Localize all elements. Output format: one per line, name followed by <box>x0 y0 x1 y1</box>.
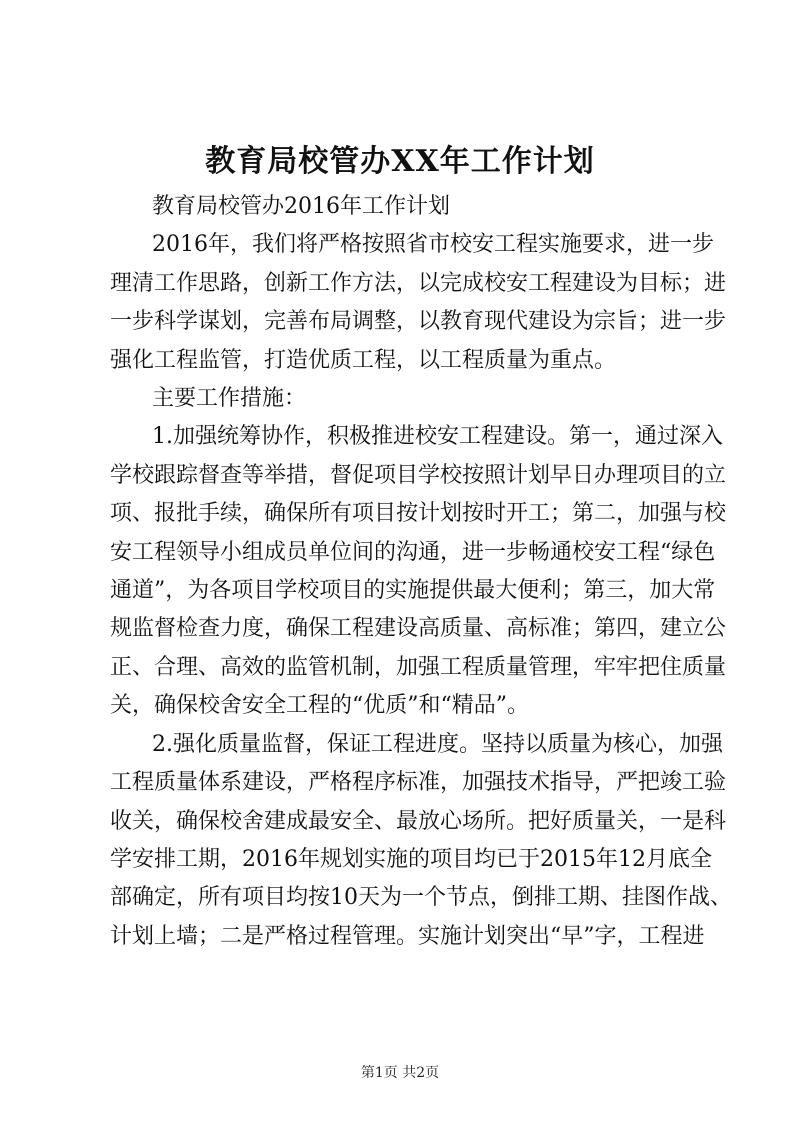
paragraph-line: 2.强化质量监督，保证工程进度。坚持以质量为核心，加强 <box>152 731 723 757</box>
paragraph <box>110 380 710 418</box>
paragraph-line: 一步科学谋划，完善布局调整，以教育现代建设为宗旨；进一步 <box>110 309 727 335</box>
paragraph-line: 项、报批手续，确保所有项目按计划按时开工；第二，加强与校 <box>110 501 727 527</box>
paragraph-line: 学安排工期，2016年规划实施的项目均已于2015年12月底全 <box>110 846 712 872</box>
paragraph-line: 教育局校管办2016年工作计划 <box>152 194 450 219</box>
document-title: 教育局校管办XX年工作计划 <box>205 144 595 179</box>
paragraph-line: 正、合理、高效的监管机制，加强工程质量管理，牢牢把住质量 <box>110 654 727 680</box>
paragraph-line: 关，确保校舍安全工程的“优质”和“精品”。 <box>110 693 529 719</box>
paragraph-line: 工程质量体系建设，严格程序标准，加强技术指导，严把竣工验 <box>110 770 727 796</box>
paragraph-line: 安工程领导小组成员单位间的沟通，进一步畅通校安工程“绿色 <box>110 539 716 565</box>
paragraph-line: 强化工程监管，打造优质工程，以工程质量为重点。 <box>110 347 617 373</box>
paragraph <box>110 726 732 956</box>
paragraph-line: 学校跟踪督查等举措，督促项目学校按照计划早日办理项目的立 <box>110 462 727 488</box>
paragraph-line: 部确定，所有项目均按10天为一个节点，倒排工期、挂图作战、 <box>110 885 732 911</box>
paragraph-line: 收关，确保校舍建成最安全、最放心场所。把好质量关，一是科 <box>110 808 727 834</box>
paragraph-line: 主要工作措施： <box>152 386 307 412</box>
page-footer: 第1页 共2页 <box>360 1065 440 1081</box>
document-body <box>110 188 732 956</box>
paragraph-line: 通道”，为各项目学校项目的实施提供最大便利；第三，加大常 <box>110 578 716 604</box>
paragraph-line: 规监督检查力度，确保工程建设高质量、高标准；第四，建立公 <box>110 616 727 642</box>
paragraph <box>110 226 727 380</box>
paragraph-line: 计划上墙；二是严格过程管理。实施计划突出“早”字，工程进 <box>110 923 705 949</box>
paragraph-line: 2016年，我们将严格按照省市校安工程实施要求，进一步 <box>152 232 714 258</box>
paragraph <box>110 188 710 226</box>
paragraph-line: 理清工作思路，创新工作方法，以完成校安工程建设为目标；进 <box>110 270 727 296</box>
paragraph <box>110 418 727 725</box>
paragraph-line: 1.加强统筹协作，积极推进校安工程建设。第一，通过深入 <box>152 424 723 450</box>
